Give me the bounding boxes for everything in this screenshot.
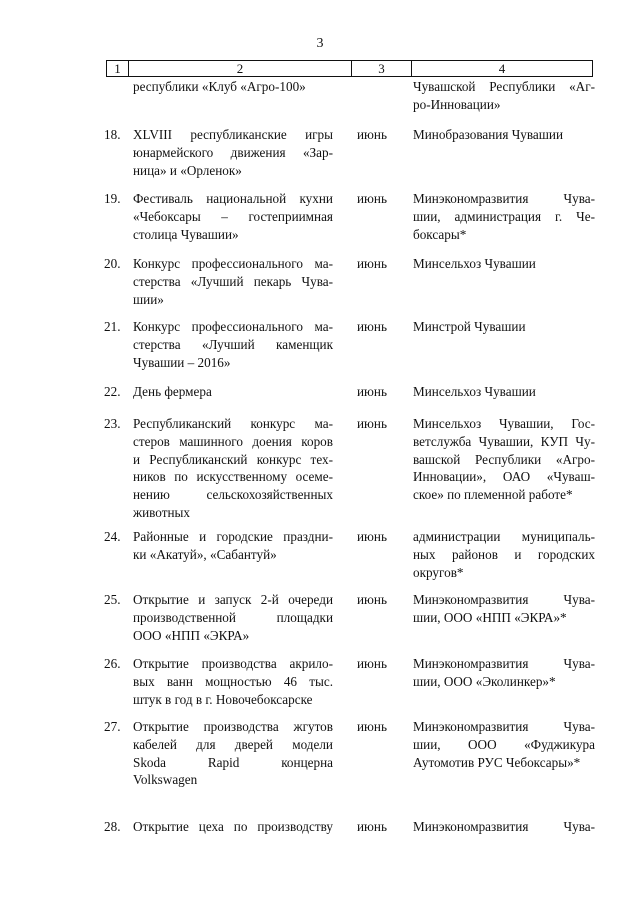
row-title <box>133 591 333 644</box>
org-line: округов* <box>413 564 464 580</box>
org-line: Инновации», ОАО «Чуваш- <box>413 469 595 485</box>
row-organizer <box>413 528 595 581</box>
org-line: шии, администрация г. Че- <box>413 208 595 224</box>
row-title <box>133 528 333 564</box>
org-line: ро-Инновации» <box>413 96 501 112</box>
row-organizer <box>413 591 595 627</box>
title-line: Конкурс профессионального ма- <box>133 319 333 334</box>
row-title <box>133 383 333 401</box>
title-line: штук в год в г. Новочебоксарске <box>133 691 313 707</box>
row-month: июнь <box>357 719 387 734</box>
title-line: ООО «НПП «ЭКРА» <box>133 627 250 643</box>
org-line: ветслужба Чувашии, КУП Чу- <box>413 433 595 449</box>
row-organizer <box>413 415 595 504</box>
title-line: Volkswagen <box>133 772 198 788</box>
row-number: 21. <box>104 319 121 334</box>
row-title <box>133 126 333 179</box>
title-line: Открытие и запуск 2-й очереди <box>133 592 333 607</box>
org-line: Минстрой Чувашии <box>413 319 526 334</box>
title-line: нению сельскохозяйственных <box>133 487 333 503</box>
org-line: боксары* <box>413 226 467 242</box>
org-line: Минсельхоз Чувашии <box>413 384 536 399</box>
row-organizer <box>413 818 595 836</box>
org-line: шии, ООО «Эколинкер»* <box>413 673 556 689</box>
page-number: 3 <box>316 36 324 51</box>
org-line: вашской Республики «Агро- <box>413 451 595 467</box>
row-organizer <box>413 383 595 401</box>
row-month: июнь <box>357 819 387 834</box>
header-col-1: 1 <box>107 61 129 76</box>
title-line: Открытие цеха по производству <box>133 819 333 834</box>
title-line: Чувашии – 2016» <box>133 354 231 370</box>
title-line: Фестиваль национальной кухни <box>133 191 333 206</box>
row-number: 28. <box>104 819 121 834</box>
title-line: ки «Акатуй», «Сабантуй» <box>133 546 277 562</box>
org-line: шии, ООО «Фуджикура <box>413 736 595 752</box>
row-month: июнь <box>357 384 387 399</box>
row-month: июнь <box>357 416 387 431</box>
org-line: Минэкономразвития Чува- <box>413 191 595 206</box>
row-title <box>133 190 333 243</box>
title-line: Конкурс профессионального ма- <box>133 256 333 271</box>
row-number: 26. <box>104 656 121 671</box>
org-line: ское» по племенной работе* <box>413 487 573 503</box>
row-number: 20. <box>104 256 121 271</box>
org-line: Минэкономразвития Чува- <box>413 819 595 834</box>
title-line: Skoda Rapid концерна <box>133 754 333 770</box>
row-month: июнь <box>357 592 387 607</box>
header-col-3: 3 <box>352 61 412 76</box>
title-line: Открытие производства акрило- <box>133 656 333 671</box>
org-line: Минсельхоз Чувашии, Гос- <box>413 416 595 431</box>
row-month: июнь <box>357 256 387 271</box>
title-line: стеров машинного доения коров <box>133 433 333 449</box>
title-line: Районные и городские праздни- <box>133 529 333 544</box>
title-line: стерства «Лучший пекарь Чува- <box>133 273 333 289</box>
org-line: Чувашской Республики «Аг- <box>413 79 595 94</box>
title-line: вых ванн мощностью 46 тыс. <box>133 673 333 689</box>
row-month: июнь <box>357 127 387 142</box>
title-line: производственной площадки <box>133 609 333 625</box>
title-line: ников по искусственному осеме- <box>133 469 333 485</box>
title-line: шии» <box>133 291 164 307</box>
title-line: День фермера <box>133 384 212 399</box>
row-organizer <box>413 126 595 144</box>
org-line: Минсельхоз Чувашии <box>413 256 536 271</box>
row-number: 25. <box>104 592 121 607</box>
title-line: XLVIII республиканские игры <box>133 127 333 142</box>
title-line: ница» и «Орленок» <box>133 162 242 178</box>
row-organizer <box>413 255 595 273</box>
title-line: республики «Клуб «Агро-100» <box>133 79 306 94</box>
org-line: Минэкономразвития Чува- <box>413 592 595 607</box>
row-title <box>133 255 333 308</box>
row-number: 19. <box>104 191 121 206</box>
title-line: и Республиканский конкурс тех- <box>133 451 333 467</box>
org-line: администрации муниципаль- <box>413 529 595 544</box>
title-line: животных <box>133 504 190 520</box>
title-line: юнармейского движения «Зар- <box>133 144 333 160</box>
row-month: июнь <box>357 191 387 206</box>
org-line: Аутомотив РУС Чебоксары»* <box>413 754 581 770</box>
org-line: Минэкономразвития Чува- <box>413 656 595 671</box>
title-line: столица Чувашии» <box>133 226 239 242</box>
header-col-4: 4 <box>498 61 506 76</box>
table-header <box>106 60 593 77</box>
org-line: Минэкономразвития Чува- <box>413 719 595 734</box>
row-month: июнь <box>357 656 387 671</box>
title-line: кабелей для дверей модели <box>133 736 333 752</box>
header-col-2: 2 <box>129 61 352 76</box>
row-month: июнь <box>357 529 387 544</box>
row-number: 23. <box>104 416 121 431</box>
row-number: 27. <box>104 719 121 734</box>
row-title <box>133 718 333 789</box>
row-number: 24. <box>104 529 121 544</box>
row-title <box>133 655 333 708</box>
row-organizer <box>413 718 595 771</box>
row-organizer <box>413 318 595 336</box>
title-line: «Чебоксары – гостеприимная <box>133 208 333 224</box>
row-organizer <box>413 190 595 243</box>
row-organizer <box>413 655 595 691</box>
row-title <box>133 318 333 371</box>
row-organizer <box>413 78 595 114</box>
title-line: Открытие производства жгутов <box>133 719 333 734</box>
title-line: Республиканский конкурс ма- <box>133 416 333 431</box>
row-number: 18. <box>104 127 121 142</box>
row-number: 22. <box>104 384 121 399</box>
row-title <box>133 818 333 836</box>
org-line: шии, ООО «НПП «ЭКРА»* <box>413 609 567 625</box>
org-line: Минобразования Чувашии <box>413 127 564 142</box>
org-line: ных районов и городских <box>413 546 595 562</box>
row-title <box>133 78 333 96</box>
row-month: июнь <box>357 319 387 334</box>
row-title <box>133 415 333 522</box>
title-line: стерства «Лучший каменщик <box>133 336 333 352</box>
